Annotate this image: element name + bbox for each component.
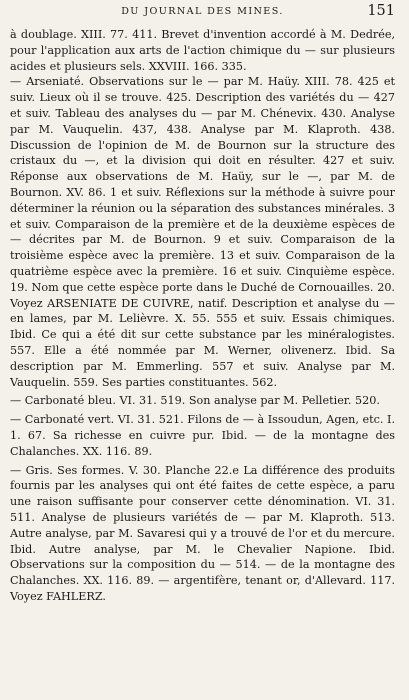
index-entry-continuation: à doublage. XIII. 77. 411. Brevet d'invention accordé à M. Dedrée, pour l'application aux arts de l'action chimique du — sur plusieurs acides et plusieurs sels. XXVIII. 166. 335. bbox=[10, 28, 395, 73]
page-header bbox=[10, 3, 395, 25]
running-head: DU JOURNAL DES MINES. bbox=[121, 6, 284, 17]
index-entry-carbonate-vert: — Carbonaté vert. VI. 31. 521. Filons de — à Issoudun, Agen, etc. I. 1. 67. Sa richesse en cuivre pur. Ibid. — de la montagne des Chalanches. XX. 116. 89. bbox=[10, 413, 395, 458]
index-body bbox=[10, 27, 395, 605]
page-number: 151 bbox=[367, 3, 395, 19]
index-entry-carbonate-bleu: — Carbonaté bleu. VI. 31. 519. Son analyse par M. Pelletier. 520. bbox=[10, 394, 380, 408]
index-entry-arseniate: — Arseniaté. Observations sur le — par M. Haüy. XIII. 78. 425 et suiv. Lieux où il se trouve. 425. Description des variétés du — 427 et suiv. Tableau des analyses du — par M. Chénevix. 430. Analyse par M. Vauquelin. 437, 438. Analyse par M. Klaproth. 438. Discussion de l'opinion de M. de Bournon sur la structure des cristaux du —, et la division qui doit en résulter. 427 et suiv. Réponse aux observations de M. Haüy, sur le —, par M. de Bournon. XV. 86. 1 et suiv. Réflexions sur la méthode à suivre pour déterminer la réunion ou la séparation des substances minérales. 3 et suiv. Comparaison de la première et de la deuxième espèces de — décrites par M. de Bournon. 9 et suiv. Comparaison de la troisième espèce avec la première. 13 et suiv. Comparaison de la quatrième espèce avec la première. 16 et suiv. Cinquième espèce. 19. Nom que cette espèce porte dans le Duché de Cornouailles. 20. Voyez ARSENIATE DE CUIVRE, natif. Description et analyse du — en lames, par M. Lelièvre. X. 55. 555 et suiv. Essais chimiques. Ibid. Ce qui a été dit sur cette substance par les minéralogistes. 557. Elle a été nommée par M. Werner, olivenerz. Ibid. Sa description par M. Emmerling. 557 et suiv. Analyse par M. Vauquelin. 559. Ses parties constituantes. 562. bbox=[10, 75, 395, 389]
index-entry-gris: — Gris. Ses formes. V. 30. Planche 22.e La différence des produits fournis par les analyses qui ont été faites de cette espèce, a paru une raison suffisante pour conserver cette dénomination. VI. 31. 511. Analyse de plusieurs variétés de — par M. Klaproth. 513. Autre analyse, par M. Savaresi qui y a trouvé de l'or et du mercure. Ibid. Autre analyse, par M. le Chevalier Napione. Ibid. Observations sur la composition du — 514. — de la montagne des Chalanches. XX. 116. 89. — argentifère, tenant or, d'Allevard. 117. Voyez FAHLERZ. bbox=[10, 463, 395, 603]
